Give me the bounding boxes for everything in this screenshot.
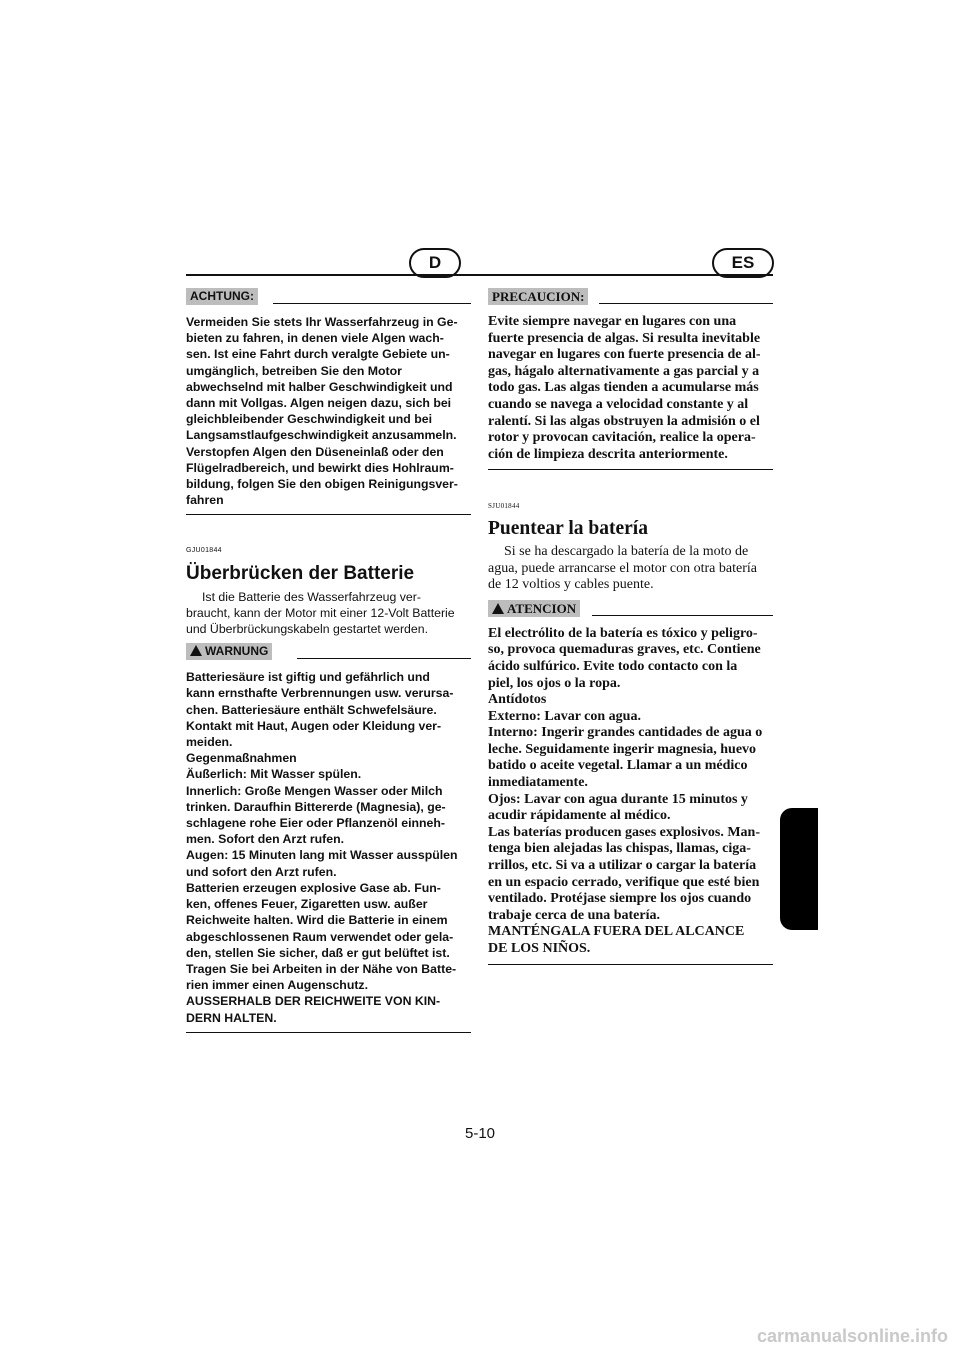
language-badge-german: D — [409, 248, 461, 278]
text-line: Interno: Ingerir grandes cantidades de agua o — [488, 725, 763, 741]
text-line: piel, los ojos o la ropa. — [488, 675, 621, 691]
text-line: DE LOS NIÑOS. — [488, 941, 591, 956]
text-line: cuando se navega a velocidad constante y al — [488, 396, 749, 412]
text-line: rrillos, etc. Si va a utilizar o cargar la batería — [488, 858, 757, 874]
text-line: navegar en lugares con fuerte presencia de al- — [488, 347, 761, 363]
warning-label-row — [488, 600, 773, 618]
text-line: ácido sulfúrico. Evite todo contacto con la — [488, 658, 738, 674]
text-line: Kontakt mit Haut, Augen oder Kleidung ver- — [186, 718, 442, 733]
chapter-thumb-tab — [780, 808, 818, 930]
text-line: leche. Seguidamente ingerir magnesia, huevo — [488, 741, 757, 757]
section-intro — [186, 589, 471, 638]
text-line: fuerte presencia de algas. Si resulta inevitable — [488, 330, 761, 346]
header-rule — [186, 274, 773, 276]
section-end-rule — [488, 964, 773, 965]
text-line: Augen: 15 Minuten lang mit Wasser ausspülen — [186, 848, 458, 863]
text-line: Ist die Batterie des Wasserfahrzeug ver- — [202, 589, 421, 604]
spanish-column — [488, 288, 773, 965]
text-line: ción de limpieza descrita anteriormente. — [488, 446, 728, 462]
text-line: Externo: Lavar con agua. — [488, 708, 641, 724]
text-line: fahren — [186, 493, 224, 508]
text-line: trabaje cerca de una batería. — [488, 907, 660, 923]
caution-text — [488, 314, 773, 463]
warning-label-row — [186, 643, 471, 661]
text-line: dann mit Vollgas. Algen neigen dazu, sich bei — [186, 396, 452, 411]
text-line: kann ernsthafte Verbrennungen usw. verursa- — [186, 686, 454, 701]
text-line: DERN HALTEN. — [186, 1010, 277, 1025]
text-line: Innerlich: Große Mengen Wasser oder Milch — [186, 783, 443, 798]
section-code: GJU01844 — [186, 547, 222, 555]
text-line: abwechselnd mit halber Geschwindigkeit und — [186, 379, 453, 394]
text-line: en un espacio cerrado, verifique que esté bien — [488, 874, 760, 890]
text-line: AUSSERHALB DER REICHWEITE VON KIN- — [186, 994, 441, 1009]
text-line: Flügelradbereich, und bewirkt dies Hohlraum- — [186, 460, 454, 475]
text-line: umgänglich, betreiben Sie den Motor — [186, 363, 402, 378]
text-line: Las baterías producen gases explosivos. Man- — [488, 824, 760, 840]
text-line: inmediatamente. — [488, 775, 588, 791]
text-line: chen. Batteriesäure enthält Schwefelsäure. — [186, 702, 437, 717]
page-number: 5-10 — [464, 1125, 496, 1142]
text-line: und Überbrückungskabeln gestartet werden. — [186, 622, 428, 637]
text-line: schlagene rohe Eier oder Pflanzenöl einneh- — [186, 816, 445, 831]
text-line: braucht, kann der Motor mit einer 12-Volt Batterie — [186, 605, 455, 620]
text-line: Langsamstlaufgeschwindigkeit anzusammeln. — [186, 428, 457, 443]
text-line: MANTÉNGALA FUERA DEL ALCANCE — [488, 924, 745, 940]
page-header — [186, 248, 773, 276]
text-line: rotor y provocan cavitación, realice la opera- — [488, 430, 756, 446]
text-line: gleichbleibender Geschwindigkeit und bei — [186, 412, 432, 427]
text-line: Gegenmaßnahmen — [186, 751, 297, 766]
warning-icon — [190, 645, 202, 656]
watermark: carmanualsonline.info — [756, 1326, 948, 1346]
text-line: den, stellen Sie sicher, daß er gut belüftet ist. — [186, 945, 450, 960]
text-line: so, provoca quemaduras graves, etc. Contiene — [488, 642, 761, 658]
warning-text — [488, 626, 773, 958]
language-badge-spanish: ES — [712, 248, 774, 278]
text-line: rien immer einen Augenschutz. — [186, 978, 368, 993]
text-line: agua, puede arrancarse el motor con otra batería — [488, 560, 757, 576]
text-line: Batterien erzeugen explosive Gase ab. Fun- — [186, 880, 441, 895]
text-line: und sofort den Arzt rufen. — [186, 864, 337, 879]
section-title: Überbrücken der Batterie — [186, 562, 415, 584]
text-line: Verstopfen Algen den Düseneinlaß oder den — [186, 444, 444, 459]
label-rule — [273, 303, 471, 304]
text-line: Reichweite halten. Wird die Batterie in einem — [186, 913, 448, 928]
text-line: ken, offenes Feuer, Zigaretten usw. außer — [186, 897, 428, 912]
text-line: Ojos: Lavar con agua durante 15 minutos y — [488, 791, 748, 807]
text-line: meiden. — [186, 735, 233, 750]
text-line: ventilado. Protéjase siempre los ojos cuando — [488, 891, 752, 907]
label-rule — [599, 303, 773, 304]
text-line: acudir rápidamente al médico. — [488, 808, 671, 824]
warning-icon — [492, 603, 504, 614]
caution-text — [186, 314, 471, 508]
text-line: Äußerlich: Mit Wasser spülen. — [186, 767, 362, 782]
text-line: abgeschlossenen Raum verwendet oder gela- — [186, 929, 454, 944]
label-rule — [592, 615, 773, 616]
text-line: batido o aceite vegetal. Llamar a un médico — [488, 758, 748, 774]
text-line: Tragen Sie bei Arbeiten in der Nähe von Batte- — [186, 961, 457, 976]
text-line: bieten zu fahren, in denen viele Algen wach- — [186, 331, 444, 346]
caution-label: PRECAUCION: — [488, 288, 588, 305]
caution-label-row — [186, 288, 471, 306]
text-line: El electrólito de la batería es tóxico y peligro- — [488, 625, 758, 641]
warning-label: WARNUNG — [186, 643, 272, 660]
section-end-rule — [186, 1032, 471, 1033]
text-line: Evite siempre navegar en lugares con una — [488, 314, 737, 329]
text-line: tenga bien alejadas las chispas, llamas, ciga- — [488, 841, 751, 857]
caution-label-row — [488, 288, 773, 306]
caution-label: ACHTUNG: — [186, 288, 258, 305]
text-line: sen. Ist eine Fahrt durch veralgte Gebiete un- — [186, 347, 450, 362]
section-code: SJU01844 — [488, 502, 520, 511]
german-column — [186, 288, 471, 1033]
text-line: de 12 voltios y cables puente. — [488, 577, 654, 593]
text-line: Si se ha descargado la batería de la moto de — [504, 543, 749, 559]
text-line: todo gas. Las algas tienden a acumularse más — [488, 380, 759, 396]
warning-label: ATENCION — [488, 600, 580, 617]
text-line: ralentí. Si las algas obstruyen la admisión o el — [488, 413, 760, 429]
text-line: Batteriesäure ist giftig und gefährlich und — [186, 670, 430, 685]
text-line: bildung, folgen Sie den obigen Reinigungsver- — [186, 477, 458, 492]
text-line: Vermeiden Sie stets Ihr Wasserfahrzeug in Ge- — [186, 315, 458, 329]
warning-text — [186, 669, 471, 1025]
text-line: trinken. Daraufhin Bittererde (Magnesia), ge- — [186, 799, 446, 814]
text-line: gas, hágalo alternativamente a gas parcial y a — [488, 363, 760, 379]
label-rule — [297, 658, 471, 659]
section-intro — [488, 544, 773, 594]
text-line: Antídotos — [488, 692, 547, 708]
section-title: Puentear la batería — [488, 517, 648, 539]
text-line: men. Sofort den Arzt rufen. — [186, 832, 345, 847]
